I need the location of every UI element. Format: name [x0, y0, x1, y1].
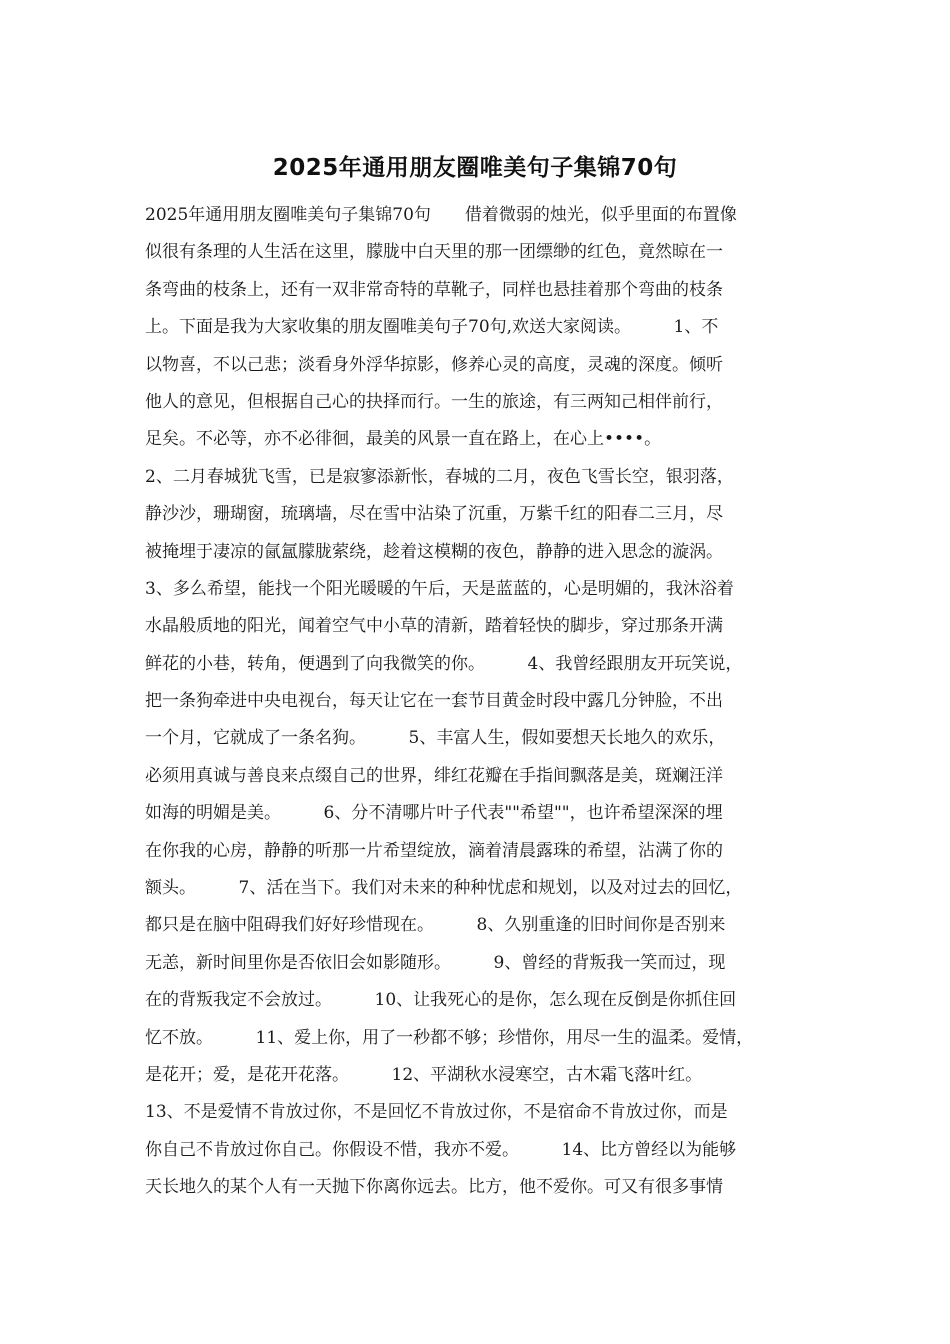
body-line: 13、不是爱情不肯放过你，不是回忆不肯放过你，不是宿命不肯放过你，而是: [145, 1102, 728, 1123]
body-line: 忆不放。 11、爱上你，用了一秒都不够；珍惜你，用尽一生的温柔。爱情，: [145, 1027, 754, 1048]
body-line: 上。下面是我为大家收集的朋友圈唯美句子70句,欢送大家阅读。 1、不: [145, 317, 719, 338]
body-line: 你自己不肯放过你自己。你假设不惜，我亦不爱。 14、比方曾经以为能够: [145, 1139, 737, 1160]
body-line: 2、二月春城犹飞雪，已是寂寥添新怅，春城的二月，夜色飞雪长空，银羽落，: [145, 466, 734, 487]
body-line: 被掩埋于凄凉的氤氲朦胧萦绕，趁着这模糊的夜色，静静的进入思念的漩涡。: [145, 541, 723, 562]
body-line: 如海的明媚是美。 6、分不清哪片叶子代表""希望""，也许希望深深的埋: [145, 803, 723, 824]
body-line: 一个月，它就成了一条名狗。 5、丰富人生，假如要想天长地久的欢乐，: [145, 728, 726, 749]
body-line: 鲜花的小巷，转角，便遇到了向我微笑的你。 4、我曾经跟朋友开玩笑说，: [145, 653, 743, 674]
body-line: 把一条狗牵进中央电视台，每天让它在一套节目黄金时段中露几分钟脸，不出: [145, 691, 723, 712]
body-line: 2025年通用朋友圈唯美句子集锦70句 借着微弱的烛光，似乎里面的布置像: [145, 205, 737, 225]
body-line: 他人的意见，但根据自己心的抉择而行。一生的旅途，有三两知己相伴前行，: [145, 391, 723, 412]
body-line: 足矣。不必等，亦不必徘徊，最美的风景一直在路上，在心上••••。: [145, 429, 662, 450]
body-line: 都只是在脑中阻碍我们好好珍惜现在。 8、久别重逢的旧时间你是否别来: [145, 915, 726, 936]
body-line: 水晶般质地的阳光，闻着空气中小草的清新，踏着轻快的脚步，穿过那条开满: [145, 616, 723, 637]
body-line: 静沙沙，珊瑚窗，琉璃墙，尽在雪中沾染了沉重，万紫千红的阳春二三月，尽: [145, 504, 723, 525]
body-line: 天长地久的某个人有一天抛下你离你远去。比方，他不爱你。可又有很多事情: [145, 1177, 723, 1198]
body-line: 3、多么希望，能找一个阳光暖暖的午后，天是蓝蓝的，心是明媚的，我沐浴着: [145, 578, 734, 599]
body-line: 似很有条理的人生活在这里，朦胧中白天里的那一团缥缈的红色，竟然晾在一: [145, 242, 723, 263]
body-line: 额头。 7、活在当下。我们对未来的种种忧虑和规划，以及对过去的回忆，: [145, 878, 743, 899]
body-line: 在的背叛我定不会放过。 10、让我死心的是你，怎么现在反倒是你抓住回: [145, 990, 737, 1011]
document-title: 2025年通用朋友圈唯美句子集锦70句: [272, 155, 678, 181]
body-line: 是花开；爱，是花开花落。 12、平湖秋水浸寒空，古木霜飞落叶红。: [145, 1064, 703, 1085]
body-line: 条弯曲的枝条上，还有一双非常奇特的草靴子，同样也悬挂着那个弯曲的枝条: [145, 279, 723, 300]
body-line: 以物喜，不以己悲；淡看身外浮华掠影，修养心灵的高度，灵魂的深度。倾听: [145, 354, 723, 375]
document-body: [145, 197, 810, 1207]
body-line: 无恙，新时间里你是否依旧会如影随形。 9、曾经的背叛我一笑而过，现: [145, 952, 726, 973]
body-line: 在你我的心房，静静的听那一片希望绽放，滴着清晨露珠的希望，沾满了你的: [145, 840, 723, 861]
body-line: 必须用真诚与善良来点缀自己的世界，绯红花瓣在手指间飘落是美，斑斓汪洋: [145, 765, 723, 786]
